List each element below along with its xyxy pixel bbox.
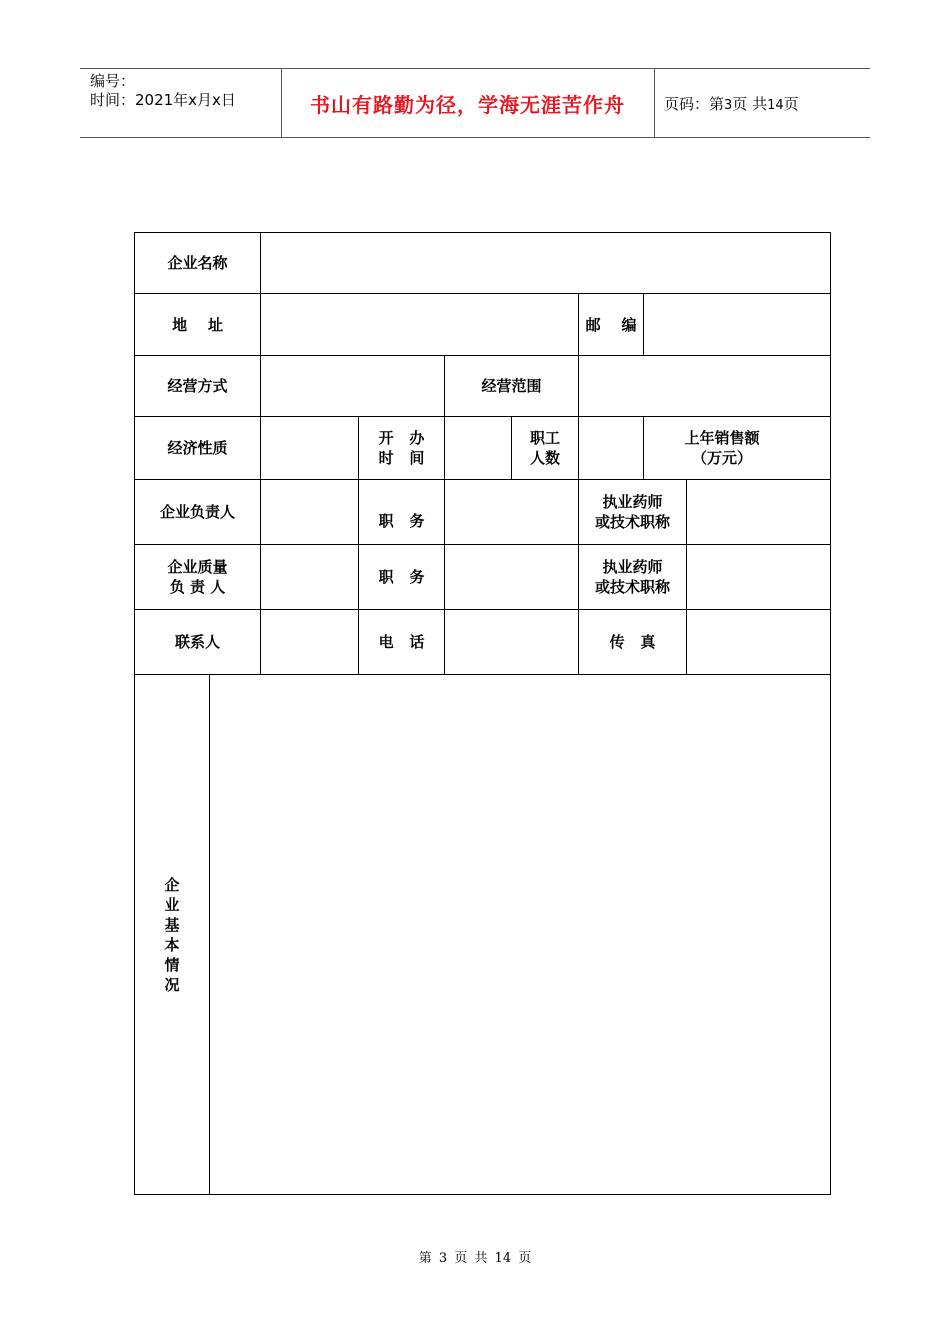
- document-date: 时间：2021年x月x日: [90, 91, 236, 109]
- legal-person-label: 企业负责人: [135, 480, 261, 545]
- business-mode-field[interactable]: [261, 356, 445, 417]
- basic-info-field[interactable]: [210, 675, 831, 1195]
- company-name-label: 企业名称: [135, 233, 261, 294]
- quality-manager-title-label: 执业药师 或技术职称: [579, 545, 687, 610]
- pharmacist-title-field[interactable]: [687, 480, 831, 545]
- quality-manager-position-label: 职 务: [359, 545, 445, 610]
- quality-manager-field[interactable]: [261, 545, 359, 610]
- page-header: [80, 68, 870, 138]
- postcode-label: 邮 编: [579, 294, 644, 356]
- page-total: 14: [767, 98, 784, 113]
- economic-nature-field[interactable]: [261, 417, 359, 480]
- phone-label: 电 话: [359, 610, 445, 675]
- contact-field[interactable]: [261, 610, 359, 675]
- quality-manager-label: 企业质量 负 责 人: [135, 545, 261, 610]
- contact-label: 联系人: [135, 610, 261, 675]
- postcode-field[interactable]: [644, 294, 831, 356]
- business-mode-label: 经营方式: [135, 356, 261, 417]
- founding-time-field[interactable]: [445, 417, 512, 480]
- page-footer: 第 3 页 共 14 页: [418, 1251, 532, 1266]
- quality-manager-title-field[interactable]: [687, 545, 831, 610]
- legal-person-field[interactable]: [261, 480, 359, 545]
- page-suffix: 页: [783, 95, 799, 113]
- position-text: 职 务: [378, 512, 425, 530]
- address-label: 地 址: [135, 294, 261, 356]
- basic-info-text: 企业基本情况: [164, 875, 180, 994]
- basic-info-label: [135, 675, 210, 1195]
- employees-field[interactable]: [579, 417, 644, 480]
- founding-time-label: 开 办 时 间: [359, 417, 445, 480]
- address-field[interactable]: [261, 294, 579, 356]
- page-mid: 页 共: [732, 95, 768, 113]
- last-year-sales-label: [644, 417, 831, 480]
- page-prefix: 页码：第: [664, 95, 725, 113]
- page-current: 3: [724, 98, 733, 113]
- last-year-sales-text: 上年销售额 （万元）: [684, 429, 760, 467]
- phone-field[interactable]: [445, 610, 579, 675]
- business-scope-field[interactable]: [579, 356, 831, 417]
- fax-field[interactable]: [687, 610, 831, 675]
- document-number-label: 编号：: [90, 72, 136, 90]
- business-scope-label: 经营范围: [445, 356, 579, 417]
- position-field[interactable]: [445, 480, 579, 545]
- enterprise-info-form: [134, 232, 831, 1195]
- fax-label: 传 真: [579, 610, 687, 675]
- employees-label: 职工 人数: [512, 417, 579, 480]
- position-label: [359, 480, 445, 545]
- header-motto: 书山有路勤为径，学海无涯苦作舟: [310, 92, 625, 117]
- header-page-number: [664, 93, 799, 114]
- header-divider: [654, 69, 655, 137]
- economic-nature-label: 经济性质: [135, 417, 261, 480]
- company-name-field[interactable]: [261, 233, 831, 294]
- pharmacist-title-label: 执业药师 或技术职称: [579, 480, 687, 545]
- header-meta: [90, 72, 236, 110]
- quality-manager-position-field[interactable]: [445, 545, 579, 610]
